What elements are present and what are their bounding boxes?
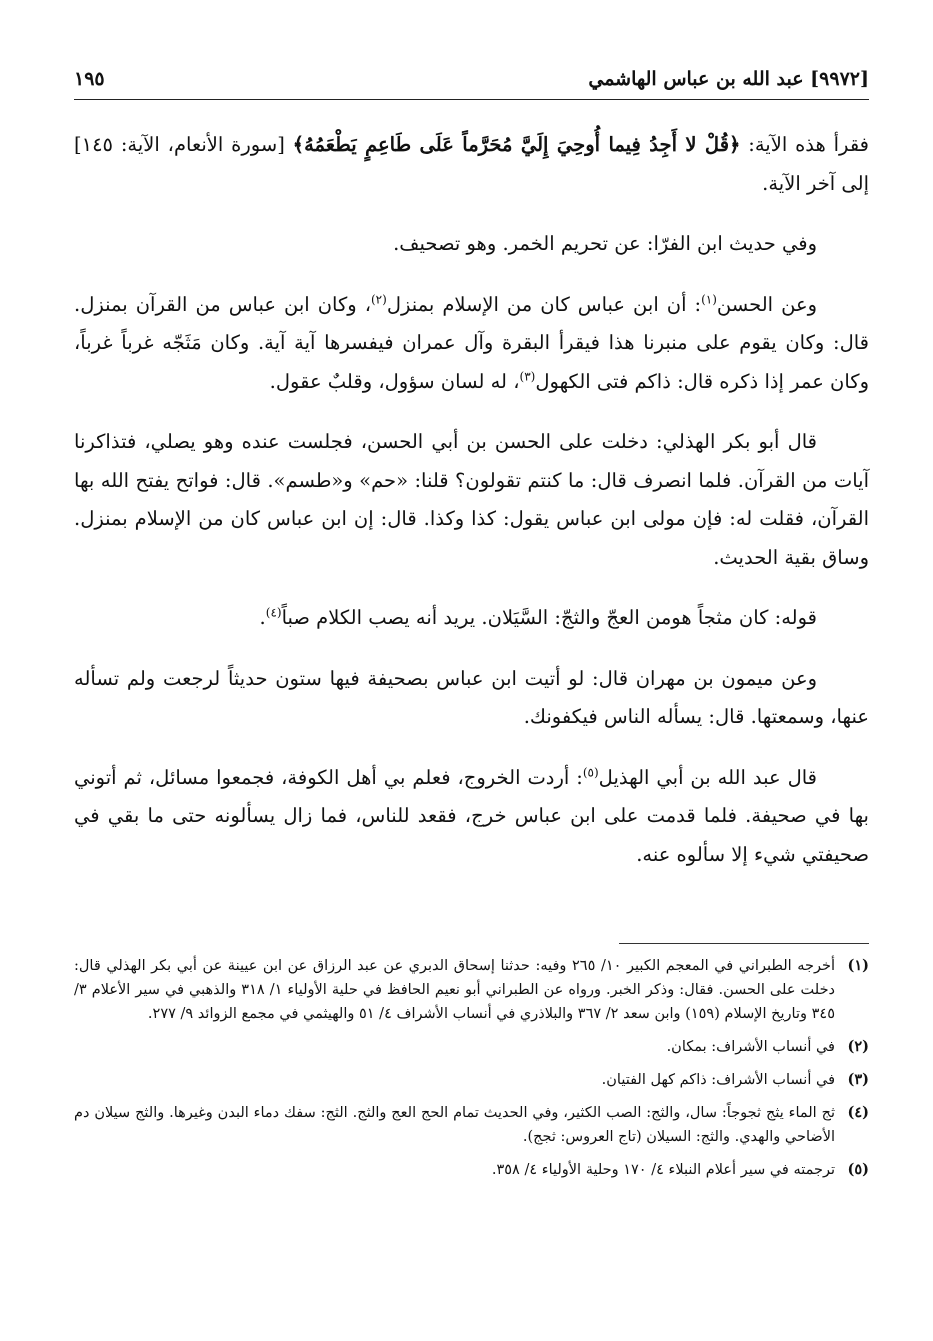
footnote-ref[interactable]: (٤) bbox=[265, 605, 282, 620]
text-run: ، له لسان سؤول، وقلبٌ عقول. bbox=[269, 369, 520, 393]
paragraph: وفي حديث ابن الفرّا: عن تحريم الخمر. وهو تصحيف. bbox=[393, 232, 817, 255]
footnote-item bbox=[74, 954, 869, 1026]
paragraph-quran-verse bbox=[74, 126, 869, 203]
footnote-item bbox=[74, 1101, 869, 1149]
paragraph-hasan bbox=[74, 286, 869, 402]
footnote-divider bbox=[619, 943, 869, 944]
footnote-item bbox=[74, 1158, 869, 1182]
footnote-number: (٢) bbox=[847, 1038, 869, 1055]
paragraph-hudhayl bbox=[74, 759, 869, 875]
text-run: . bbox=[259, 606, 266, 629]
footnote-item bbox=[74, 1068, 869, 1092]
text-run: : أردت الخروج، فعلم بي أهل الكوفة، فجمعوا مسائل، ثم أتوني بها في صحيفة. فلما قدمت على ابن عباس خرج، فقعد للناس، فما زال يسألونه حتى ما بقي في صحيفتي شيء إلا سألوه عنه. bbox=[74, 765, 869, 866]
main-text bbox=[74, 126, 869, 896]
footnote-ref[interactable]: (٣) bbox=[519, 369, 536, 383]
footnote-item bbox=[74, 1035, 869, 1059]
footnote-text: ترجمته في سير أعلام النبلاء ٤/ ١٧٠ وحلية الأولياء ٤/ ٣٥٨. bbox=[491, 1162, 835, 1178]
text-run: [سورة الأنعام، الآية: ١٤٥] إلى آخر الآية. bbox=[74, 133, 869, 195]
footnote-text: في أنساب الأشراف: ذاكم كهل الفتيان. bbox=[601, 1072, 835, 1088]
page-number: ١٩٥ bbox=[74, 68, 105, 90]
text-run: قوله: كان مثجاً هومن العجّ والثجّ: السَّيَلان. يريد أنه يصب الكلام صباً bbox=[281, 606, 817, 629]
text-run: قال عبد الله بن أبي الهذيل bbox=[598, 765, 817, 789]
header-divider bbox=[74, 99, 869, 100]
footnotes bbox=[74, 954, 869, 1191]
header-title: [٩٩٧٢] عبد الله بن عباس الهاشمي bbox=[588, 68, 869, 90]
quran-verse: ﴿قُلْ لا أَجِدُ فِيما أُوحِيَ إِلَيَّ مُحَرَّماً عَلَى طَاعِمٍ يَطْعَمُهُ﴾ bbox=[292, 133, 741, 156]
text-run: : أن ابن عباس كان من الإسلام بمنزل bbox=[386, 292, 702, 316]
footnote-number: (١) bbox=[847, 957, 869, 974]
running-header bbox=[74, 62, 869, 96]
footnote-number: (٣) bbox=[847, 1071, 869, 1088]
paragraph: قال أبو بكر الهذلي: دخلت على الحسن بن أبي الحسن، فجلست عنده وهو يصلي، فتذاكرنا آيات من القرآن. فلما انصرف قال: ما كنتم تقولون؟ قلنا: «حم» و«طسم». قال: فواتح يفتح الله بها القرآن، فقلت له: فإن مولى ابن عباس يقول: كذا وكذا. قال: إن ابن عباس كان من الإسلام بمنزل. وساق بقية الحديث. bbox=[74, 430, 869, 569]
footnote-text: ثج الماء يثج ثجوجاً: سال، والثج: الصب الكثير، وفي الحديث تمام الحج العج والثج. الثج: سفك دماء البدن وغيرها. والثج سيلان دم الأضاحي والهدي. والثج: السيلان (تاج العروس: ثجج). bbox=[74, 1105, 835, 1145]
text-run: فقرأ هذه الآية: bbox=[740, 133, 870, 156]
text-run: ، وكان ابن عباس من القرآن بمنزل. قال: وكان يقوم على منبرنا هذا فيقرأ البقرة وآل عمران فيفسرها آية آية. وكان مَثَجّه غرباً غرباً، وكان عمر إذا ذكره قال: ذاكم فتى الكهول bbox=[74, 292, 869, 393]
footnote-number: (٤) bbox=[847, 1104, 869, 1121]
footnote-ref[interactable]: (٢) bbox=[370, 292, 387, 306]
footnote-number: (٥) bbox=[847, 1161, 869, 1178]
footnote-ref[interactable]: (١) bbox=[701, 292, 717, 306]
paragraph-explanation bbox=[74, 599, 869, 638]
text-run: وعن الحسن bbox=[716, 292, 817, 316]
footnote-text: في أنساب الأشراف: بمكان. bbox=[666, 1039, 835, 1055]
footnote-text: أخرجه الطبراني في المعجم الكبير ١٠/ ٢٦٥ وفيه: حدثنا إسحاق الدبري عن عبد الرزاق عن ابن عيينة عن أبي بكر الهذلي قال: دخلت على الحسن. فقال: وذكر الخبر. ورواه عن الطبراني أبو نعيم الحافظ في حلية الأولياء ١/ ٣١٨ والذهبي في سير الأعلام ٣/ ٣٤٥ وتاريخ الإسلام (١٥٩) وابن سعد ٢/ ٣٦٧ والبلاذري في أنساب الأشراف ٤/ ٥١ والهيثمي في مجمع الزوائد ٩/ ٢٧٧. bbox=[74, 958, 835, 1022]
paragraph: وعن ميمون بن مهران قال: لو أتيت ابن عباس بصحيفة فيها ستون حديثاً لرجعت ولم تسأله عنها، وسمعتها. قال: يسأله الناس فيكفونك. bbox=[74, 666, 869, 728]
footnote-ref[interactable]: (٥) bbox=[582, 765, 599, 779]
